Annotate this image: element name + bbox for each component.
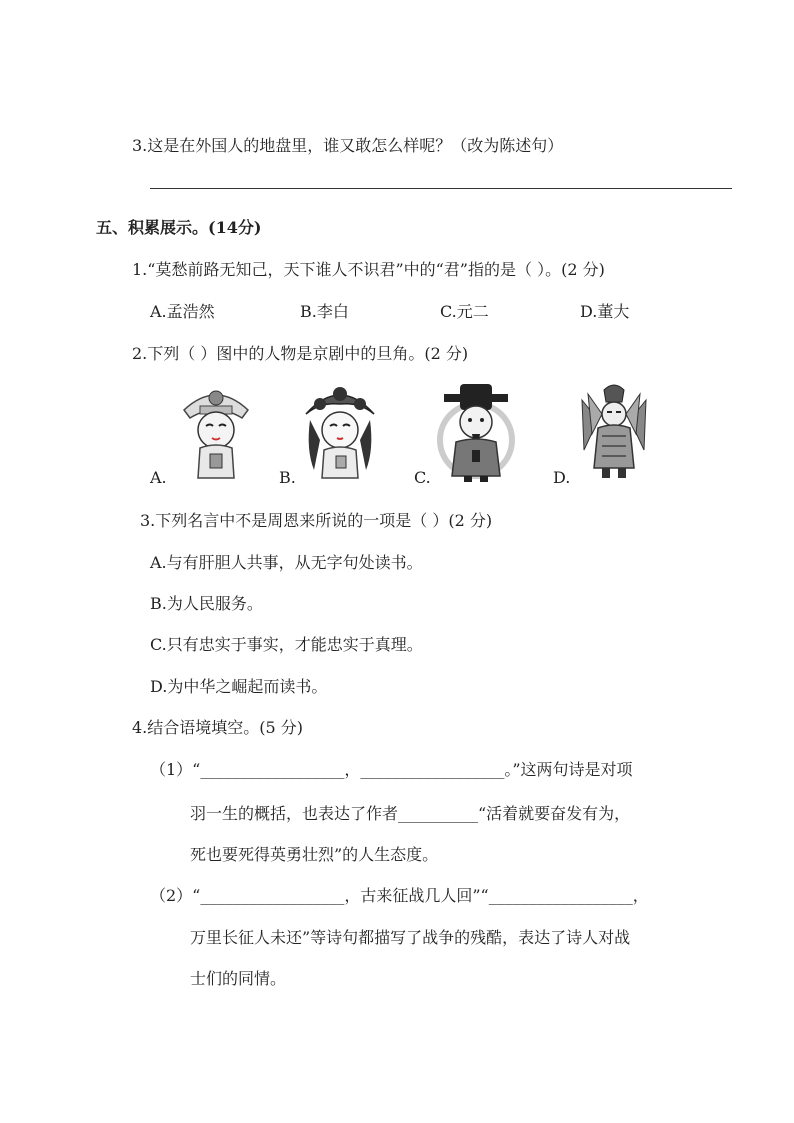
q4-part1-line1[interactable]: （1）“__________________，__________________。”这两句诗是对项 — [150, 760, 633, 779]
q3-option-b[interactable]: B.为人民服务。 — [150, 594, 263, 613]
q2-label-c: C. — [414, 468, 431, 487]
q3-option-a[interactable]: A.与有肝胆人共事，从无字句处读书。 — [150, 553, 423, 572]
q1-option-d[interactable]: D.董大 — [580, 302, 630, 321]
q3-option-c[interactable]: C.只有忠实于事实，才能忠实于真理。 — [150, 635, 423, 654]
q1-text: 1.“莫愁前路无知己，天下谁人不识君”中的“君”指的是（ ）。(2 分) — [132, 260, 605, 279]
q1-option-c[interactable]: C.元二 — [440, 302, 489, 321]
q3-rewrite-prompt: 3.这是在外国人的地盘里，谁又敢怎么样呢？（改为陈述句） — [132, 136, 564, 155]
section-title: 五、积累展示。(14分) — [96, 218, 262, 237]
q1-option-b[interactable]: B.李白 — [300, 302, 349, 321]
q2-label-a: A. — [150, 468, 167, 487]
q4-part2-line3: 士们的同情。 — [190, 969, 287, 988]
q4-text: 4.结合语境填空。(5 分) — [132, 718, 304, 737]
q4-part1-line3: 死也要死得英勇壮烈”的人生态度。 — [190, 845, 439, 864]
q4-part2-line2: 万里长征人未还”等诗句都描写了战争的残酷，表达了诗人对战 — [190, 928, 631, 947]
q3-text: 3.下列名言中不是周恩来所说的一项是（ ）(2 分) — [140, 511, 493, 530]
opera-figure-d-image[interactable] — [574, 380, 654, 484]
q4-part2-line1[interactable]: （2）“__________________，古来征战几人回”“__________________， — [150, 886, 649, 905]
opera-figure-c-image[interactable] — [436, 380, 516, 484]
q2-label-b: B. — [279, 468, 296, 487]
answer-line[interactable] — [150, 188, 732, 189]
q4-part1-line2[interactable]: 羽一生的概括，也表达了作者__________“活着就要奋发有为， — [190, 804, 631, 823]
q2-label-d: D. — [553, 468, 571, 487]
q2-text: 2.下列（ ）图中的人物是京剧中的旦角。(2 分) — [132, 344, 469, 363]
q1-option-a[interactable]: A.孟浩然 — [150, 302, 215, 321]
opera-figure-b-image[interactable] — [300, 380, 380, 484]
q3-option-d[interactable]: D.为中华之崛起而读书。 — [150, 677, 328, 696]
opera-figure-a-image[interactable] — [176, 380, 256, 484]
